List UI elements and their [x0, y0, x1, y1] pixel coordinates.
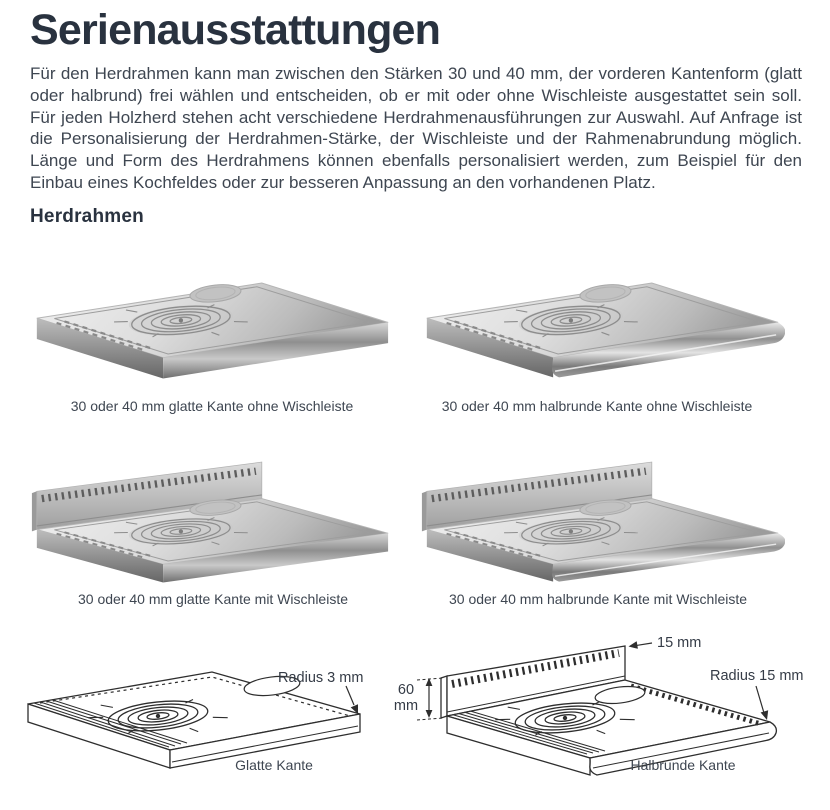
radius-label: Radius 3 mm	[278, 670, 364, 686]
diagram-caption: Glatte Kante	[235, 757, 313, 773]
figure-caption: 30 oder 40 mm halbrunde Kante ohne Wischleiste	[441, 398, 753, 414]
depth-label: 15 mm	[657, 635, 702, 651]
section-heading: Herdrahmen	[30, 206, 144, 227]
photo-halbrunde-kante-mit-wischleiste	[415, 442, 785, 588]
figure-caption: 30 oder 40 mm halbrunde Kante mit Wischleiste	[448, 591, 748, 607]
figure-caption: 30 oder 40 mm glatte Kante ohne Wischleiste	[70, 398, 354, 414]
diagram-caption: Halbrunde Kante	[630, 757, 736, 773]
height-value-label: 60	[397, 682, 415, 698]
diagram-halbrunde-kante	[385, 626, 825, 778]
height-annotation	[394, 678, 443, 720]
height-unit-label: mm	[393, 698, 419, 714]
diagram-glatte-kante	[20, 626, 385, 776]
photo-halbrunde-kante-ohne-wischleiste	[415, 254, 785, 394]
radius-label: Radius 15 mm	[710, 668, 804, 684]
depth-annotation	[629, 635, 702, 651]
photo-glatte-kante-mit-wischleiste	[25, 442, 395, 588]
photo-glatte-kante-ohne-wischleiste	[25, 254, 395, 394]
intro-paragraph: Für den Herdrahmen kann man zwischen den Stärken 30 und 40 mm, der vorderen Kantenform (glatt oder halbrund) frei wählen und entscheiden, ob er mit oder ohne Wischleiste ausgestattet sein soll. Für jeden Holzherd stehen acht verschiedene Herdrahmenausführungen zur Auswahl. Auf Anfrage ist die Personalisierung der Herdrahmen-Stärke, der Wischleiste und der Rahmenabrundung möglich. Länge und Form des Herdrahmens können ebenfalls personalisiert werden, zum Beispiel für den Einbau eines Kochfeldes oder zur besseren Anpassung an den vorhandenen Platz.	[30, 64, 802, 192]
figure-caption: 30 oder 40 mm glatte Kante mit Wischleiste	[77, 591, 349, 607]
page-title: Serienausstattungen	[30, 6, 441, 54]
